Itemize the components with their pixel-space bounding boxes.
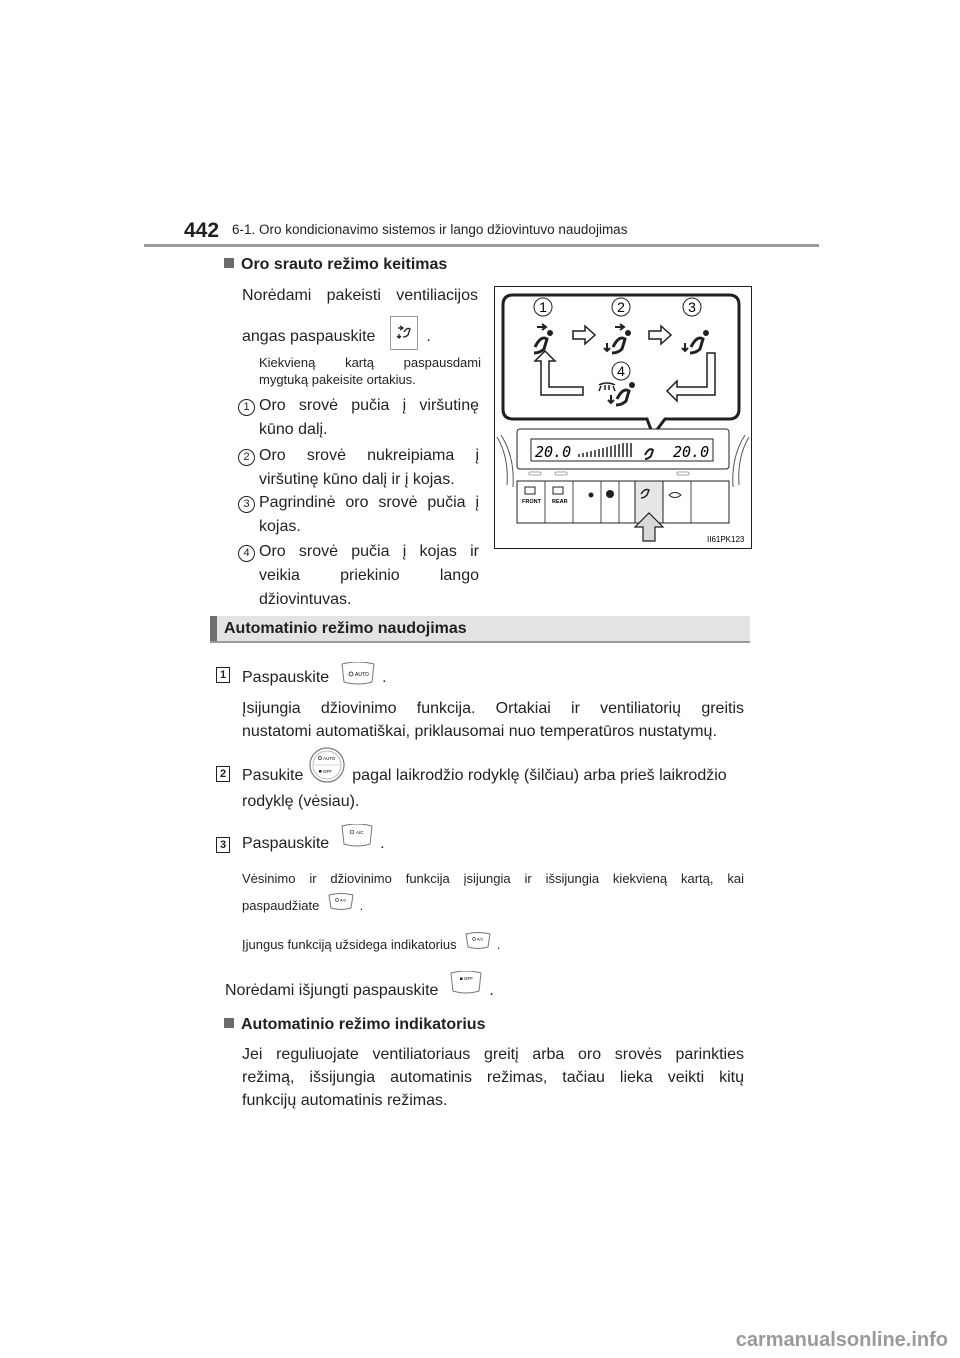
square-bullet-icon xyxy=(224,1018,234,1028)
callout-2-label: 2 xyxy=(617,299,625,315)
header-rule xyxy=(144,244,819,247)
airflow-intro-line1: Norėdami pakeisti ventiliacijos xyxy=(242,287,478,304)
airflow-item-2-line2: viršutinę kūno dalį ir į kojas. xyxy=(259,471,455,488)
callout-3-label: 3 xyxy=(688,299,696,315)
airflow-item-4-num: 4 xyxy=(238,543,255,562)
svg-text:A/C: A/C xyxy=(355,830,364,835)
rear-defrost-label: REAR xyxy=(552,499,568,505)
airflow-item-1-line1: Oro srovė pučia į viršutinę xyxy=(259,397,479,414)
step-2-num: 2 xyxy=(216,766,230,782)
step-3-note2-period: . xyxy=(496,937,501,952)
section-bar-accent xyxy=(210,616,217,642)
airflow-note-line1: Kiekvieną kartą paspausdami xyxy=(259,355,481,370)
callout-1 xyxy=(534,298,552,316)
callout-3 xyxy=(683,298,701,316)
airflow-item-3-num: 3 xyxy=(238,494,255,513)
square-bullet-icon xyxy=(224,258,234,268)
control-panel xyxy=(497,429,749,541)
ac-indicator-icon xyxy=(464,932,492,954)
step-3-text: Paspauskite xyxy=(242,835,330,853)
step-3-note1-line2 xyxy=(242,898,363,915)
airflow-item-4-line1: Oro srovė pučia į kojas ir xyxy=(259,543,479,560)
svg-text:OFF: OFF xyxy=(463,976,473,981)
display-right-temp: 20.0 xyxy=(673,443,710,461)
svg-text:A/C: A/C xyxy=(339,898,347,903)
airflow-item-4-line2: veikia priekinio lango xyxy=(259,567,479,584)
step-3-line xyxy=(242,832,385,856)
airflow-heading-text: Oro srauto režimo keitimas xyxy=(241,256,448,273)
step-3-note1-line1: Vėsinimo ir džiovinimo funkcija įsijungia ir išsijungia kiekvieną kartą, kai xyxy=(242,871,744,886)
airflow-intro-line2-period: . xyxy=(426,328,431,346)
airflow-heading xyxy=(224,256,447,274)
step-1-line xyxy=(242,662,387,694)
section-bar-rule xyxy=(210,641,750,643)
off-instruction-text: Norėdami išjungti paspauskite xyxy=(225,982,439,1000)
callout-2 xyxy=(612,298,630,316)
callout-1-label: 1 xyxy=(539,299,547,315)
footer-watermark: carmanualsonline.info xyxy=(735,1329,948,1351)
step-1-desc-line2: nustatomi automatiškai, priklausomai nuo temperatūros nustatymų. xyxy=(242,723,717,740)
svg-text:OFF: OFF xyxy=(322,769,332,774)
airflow-intro-line2-text: angas paspauskite xyxy=(242,328,376,346)
airflow-figure xyxy=(494,286,752,549)
svg-text:A/C: A/C xyxy=(477,937,484,942)
airflow-mode-button-icon xyxy=(390,316,418,358)
airflow-item-2-line1: Oro srovė nukreipiama į xyxy=(259,447,479,464)
step-3-period: . xyxy=(380,835,385,853)
indicator-line2: režimą, išsijungia automatinis režimas, tačiau lieka veikti kitų xyxy=(242,1069,744,1086)
airflow-item-3-line2: kojas. xyxy=(259,518,301,535)
auto-off-knob-icon xyxy=(308,746,346,792)
step-3-num: 3 xyxy=(216,837,230,853)
step-2-line2: rodyklę (vėsiau). xyxy=(242,793,360,810)
step-3-note1-period: . xyxy=(359,898,364,913)
callout-4-label: 4 xyxy=(617,363,625,379)
airflow-item-4-line3: džiovintuvas. xyxy=(259,591,352,608)
step-2-text: Pasukite xyxy=(242,767,304,785)
auto-button-icon xyxy=(340,662,376,694)
step-3-note1-text: paspaudžiate xyxy=(242,898,320,913)
indicator-line1: Jei reguliuojate ventiliatoriaus greitį arba oro srovės parinkties xyxy=(242,1046,744,1063)
airflow-item-3-line1: Pagrindinė oro srovė pučia į xyxy=(259,494,479,511)
chapter-title: 6-1. Oro kondicionavimo sistemos ir lango džiovintuvo naudojimas xyxy=(232,222,628,237)
indicator-heading xyxy=(224,1016,485,1034)
indicator-heading-text: Automatinio režimo indikatorius xyxy=(241,1016,486,1033)
front-defrost-label: FRONT xyxy=(522,499,541,505)
airflow-item-1-num: 1 xyxy=(238,397,255,416)
step-1-period: . xyxy=(382,669,387,687)
step-1-text: Paspauskite xyxy=(242,669,330,687)
off-instruction xyxy=(225,976,494,1003)
step-1-desc-line1: Įsijungia džiovinimo funkcija. Ortakiai ir ventiliatorių greitis xyxy=(242,700,744,717)
callout-4 xyxy=(612,362,630,380)
display-left-temp: 20.0 xyxy=(535,443,572,461)
off-instruction-period: . xyxy=(489,982,494,1000)
page-number: 442 xyxy=(184,219,220,242)
step-2-line xyxy=(242,756,748,792)
off-button-icon xyxy=(449,971,483,1003)
step-3-note2 xyxy=(242,937,501,954)
airflow-intro-line2 xyxy=(242,316,482,358)
airflow-note-line2: mygtuką pakeisite ortakius. xyxy=(259,372,416,387)
airflow-item-1-line2: kūno dalį. xyxy=(259,421,328,438)
airflow-item-2-num: 2 xyxy=(238,447,255,466)
indicator-line3: funkcijų automatinis režimas. xyxy=(242,1092,448,1109)
svg-text:AUTO: AUTO xyxy=(322,756,336,761)
svg-text:AUTO: AUTO xyxy=(354,672,369,678)
step-2-text-after: pagal laikrodžio rodyklę (šilčiau) arba prieš laikrodžio xyxy=(352,767,727,785)
ac-button-icon xyxy=(340,824,374,856)
figure-code: II61PK123 xyxy=(707,535,745,544)
ac-button-small-icon xyxy=(327,893,355,915)
step-1-num: 1 xyxy=(216,667,230,683)
step-3-note2-text: Įjungus funkciją užsidega indikatorius xyxy=(242,937,457,952)
auto-section-title: Automatinio režimo naudojimas xyxy=(224,620,467,637)
